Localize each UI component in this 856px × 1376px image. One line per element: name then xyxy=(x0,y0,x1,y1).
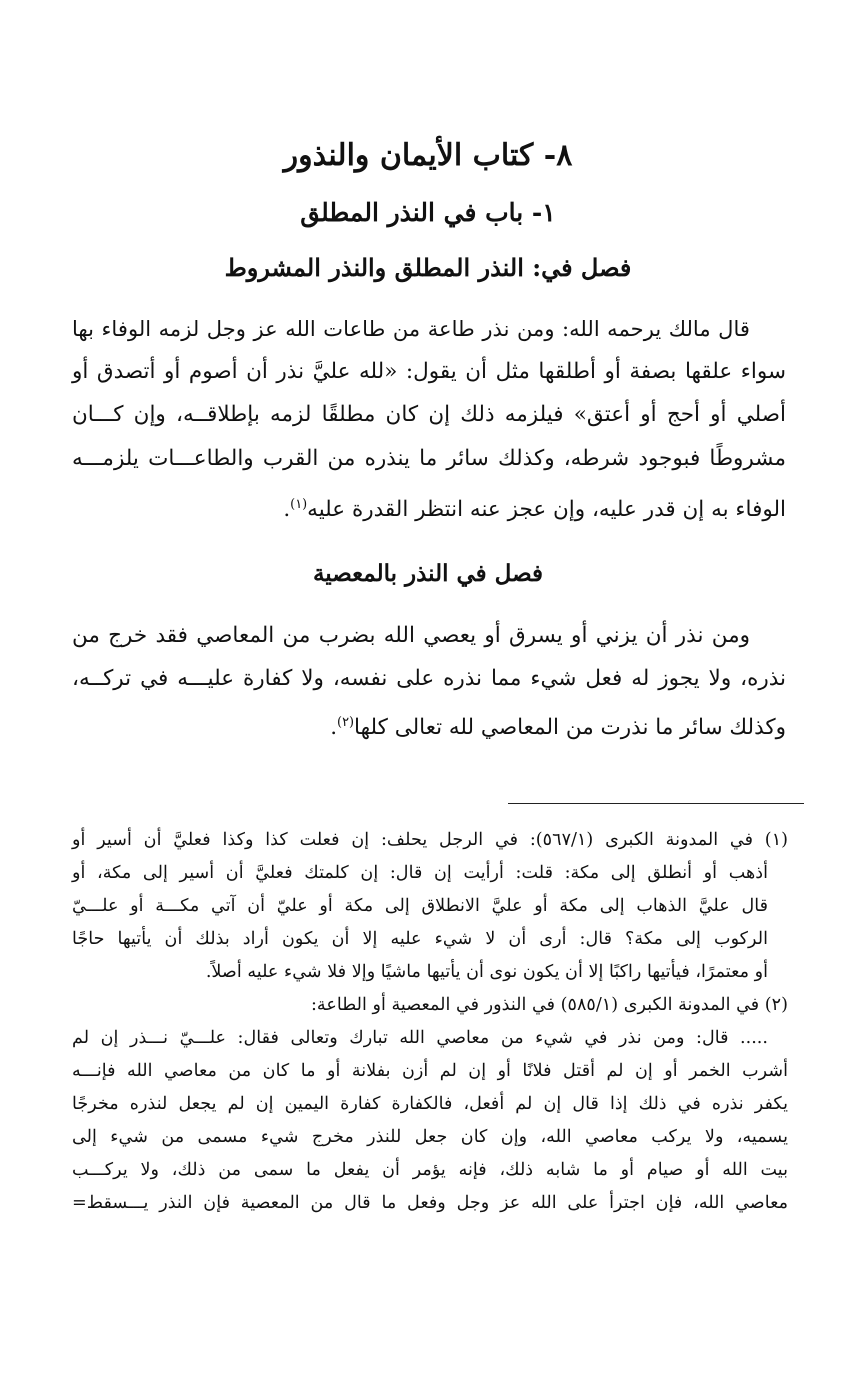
body-line: مشروطًا فبوجود شرطه، وكذلك سائر ما ينذره من القرب والطاعـــات يلزمـــه xyxy=(72,446,786,471)
footnote-line: (١) في المدونة الكبرى (٥٦٧/١): في الرجل يحلف: إن فعلت كذا وكذا فعليَّ أن أسير أو xyxy=(72,830,789,850)
footnote-line: ..... قال: ومن نذر في شيء من معاصي الله تبارك وتعالى فقال: علـــيّ نـــذر إن لم xyxy=(72,1028,768,1048)
footnote-line: أشرب الخمر أو إن لم أقتل فلانًا أو إن لم أزن بفلانة أو ما كان من معاصي الله فإنـــه xyxy=(72,1061,788,1081)
body-line-text: الوفاء به إن قدر عليه، وإن عجز عنه انتظر القدرة عليه xyxy=(307,497,786,523)
footnote-line: أذهب أو أنطلق إلى مكة: قلت: أرأيت إن قال: إن كلمتك فعليَّ أن أسير إلى مكة، أو xyxy=(72,863,768,883)
body-line: قال مالك يرحمه الله: ومن نذر طاعة من طاعات الله عز وجل لزمه الوفاء بها xyxy=(72,316,750,341)
footnote-line: (٢) في المدونة الكبرى (٥٨٥/١) في النذور في المعصية أو الطاعة: xyxy=(310,995,788,1015)
footnote-ref-2[interactable]: (٢) xyxy=(337,715,355,730)
body-line: أصلي أو أحج أو أعتق» فيلزمه ذلك إن كان مطلقًا لزمه بإطلاقــه، وإن كـــان xyxy=(72,402,786,427)
body-line: نذره، ولا يجوز له فعل شيء مما نذره على نفسه، ولا كفارة عليـــه في تركــه، xyxy=(72,666,786,691)
footnote-separator xyxy=(508,803,804,804)
footnote-line: يكفر نذره في ذلك إذا قال إن لم أفعل، فالكفارة كفارة اليمين إن لم يجعل لنذره مخرجًا xyxy=(72,1094,788,1114)
body-line: سواء علقها بصفة أو أطلقها مثل أن يقول: «لله عليَّ نذر أن أصوم أو أتصدق أو xyxy=(72,359,786,384)
chapter-title: ١- باب في النذر المطلق xyxy=(300,198,556,227)
footnote-line: قال عليَّ الذهاب إلى مكة أو عليَّ الانطلاق إلى مكة أو عليّ أن آتي مكـــة أو علـــيّ xyxy=(72,896,768,916)
section-title-vow-of-sin: فصل في النذر بالمعصية xyxy=(312,560,544,587)
footnote-line: الركوب إلى مكة؟ قال: أرى أن لا شيء عليه إلا أن يكون أراد بذلك أن يأتيها حاجًا xyxy=(72,929,768,949)
body-line-last: وكذلك سائر ما نذرت من المعاصي لله تعالى كلها$^{(٢)}$. xyxy=(330,715,786,741)
footnote-line: معاصي الله، فإن اجترأ على الله عز وجل وفعل ما قال من المعصية فإن النذر يـــسقط= xyxy=(72,1193,788,1213)
body-line: ومن نذر أن يزني أو يسرق أو يعصي الله بضرب من المعاصي فقد خرج من xyxy=(72,623,750,648)
body-line-last: الوفاء به إن قدر عليه، وإن عجز عنه انتظر القدرة عليه$^{(١)}$. xyxy=(283,497,786,523)
footnote-line: يسميه، ولا يركب معاصي الله، وإن كان جعل للنذر مخرج شيء مسمى من شيء إلى xyxy=(72,1127,788,1147)
footnote-line: بيت الله أو صيام أو ما شابه ذلك، فإنه يؤمر أن يفعل ما سمى من ذلك، ولا يركـــب xyxy=(72,1160,788,1180)
book-title: ٨- كتاب الأيمان والنذور xyxy=(283,138,573,173)
footnote-ref-1[interactable]: (١) xyxy=(290,497,308,512)
section-title-absolute-conditional-vow: فصل في: النذر المطلق والنذر المشروط xyxy=(224,253,632,282)
footnote-line: أو معتمرًا، فيأتيها راكبًا إلا أن يكون نوى أن يأتيها ماشيًا وإلا فلا شيء عليه أصلاً. xyxy=(205,962,768,982)
body-line-text: وكذلك سائر ما نذرت من المعاصي لله تعالى كلها xyxy=(354,715,786,741)
